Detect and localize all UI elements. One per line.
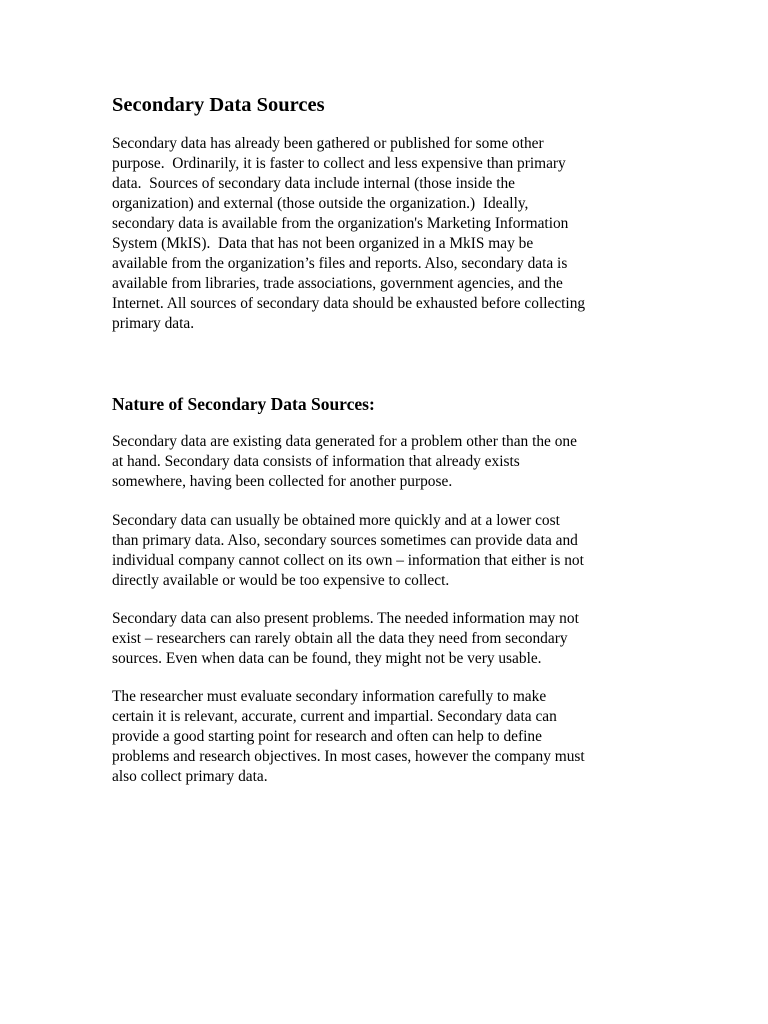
text-line: available from libraries, trade associations, government agencies, and the [112, 275, 563, 292]
text-line: primary data. [112, 315, 195, 332]
text-line: Secondary data can also present problems. The needed information may not [112, 610, 579, 627]
text-line: purpose. Ordinarily, it is faster to collect and less expensive than primary [112, 155, 566, 172]
text-line: The researcher must evaluate secondary information carefully to make [112, 688, 547, 705]
document-title: Secondary Data Sources [112, 94, 325, 116]
intro-paragraph [112, 134, 585, 334]
text-line: sources. Even when data can be found, they might not be very usable. [112, 650, 542, 667]
text-line: individual company cannot collect on its own – information that either is not [112, 552, 584, 569]
text-line: available from the organization’s files and reports. Also, secondary data is [112, 255, 568, 272]
section-paragraph-1 [112, 432, 577, 492]
text-line: certain it is relevant, accurate, current and impartial. Secondary data can [112, 708, 557, 725]
text-line: exist – researchers can rarely obtain all the data they need from secondary [112, 630, 568, 647]
text-line: secondary data is available from the organization's Marketing Information [112, 215, 569, 232]
text-line: problems and research objectives. In most cases, however the company must [112, 748, 585, 765]
section-paragraph-3 [112, 609, 579, 669]
text-line: System (MkIS). Data that has not been organized in a MkIS may be [112, 235, 534, 252]
text-line: Secondary data has already been gathered or published for some other [112, 135, 544, 152]
text-line: also collect primary data. [112, 768, 268, 785]
text-line: directly available or would be too expensive to collect. [112, 572, 450, 589]
text-line: organization) and external (those outside the organization.) Ideally, [112, 195, 529, 212]
section-paragraph-4 [112, 687, 585, 787]
text-line: at hand. Secondary data consists of information that already exists [112, 453, 520, 470]
text-line: Internet. All sources of secondary data should be exhausted before collecting [112, 295, 586, 312]
text-line: provide a good starting point for research and often can help to define [112, 728, 542, 745]
text-line: somewhere, having been collected for another purpose. [112, 473, 453, 490]
section-paragraph-2 [112, 511, 584, 591]
text-line: data. Sources of secondary data include internal (those inside the [112, 175, 516, 192]
text-line: Secondary data can usually be obtained more quickly and at a lower cost [112, 512, 560, 529]
section-heading: Nature of Secondary Data Sources: [112, 394, 375, 414]
text-line: than primary data. Also, secondary sources sometimes can provide data and [112, 532, 578, 549]
text-line: Secondary data are existing data generated for a problem other than the one [112, 433, 577, 450]
